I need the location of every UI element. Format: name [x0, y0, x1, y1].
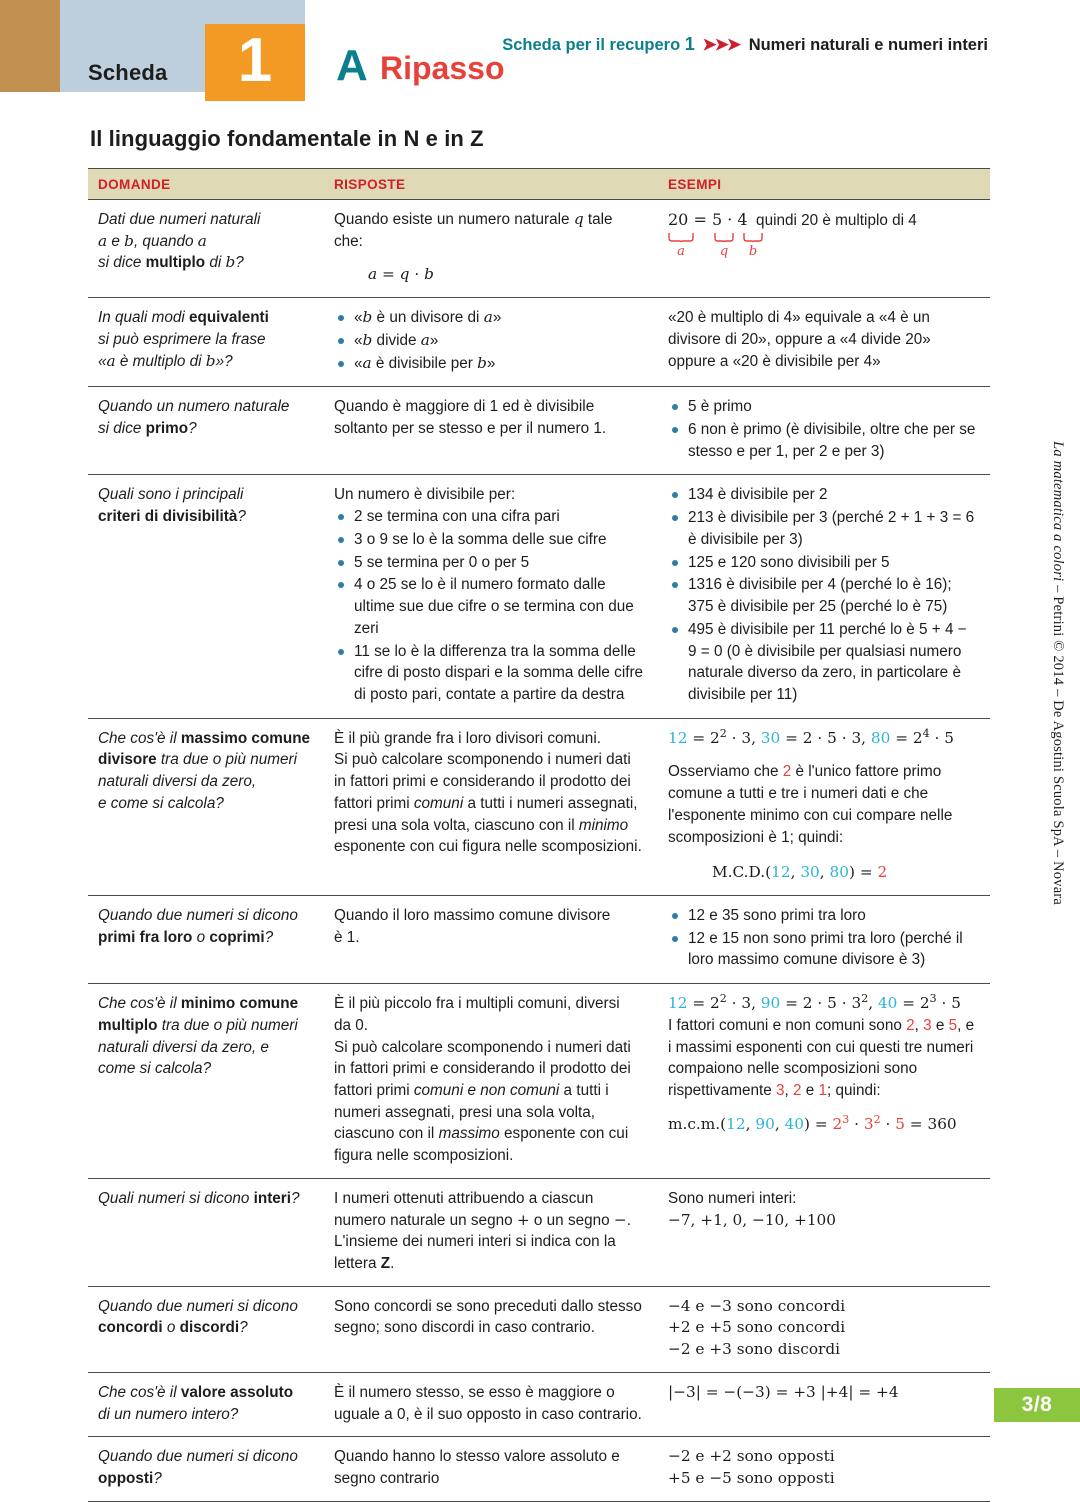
example-cell	[658, 1178, 990, 1286]
list-item: 213 è divisibile per 3 (perché 2 + 1 + 3 = 6 è divisibile per 3)	[668, 507, 976, 550]
question-cell: Dati due numeri naturali a e b, quando a si dice multiplo di b?	[88, 200, 324, 298]
example-cell: 20 = 5 · 4 quindi 20 è multiplo di 4 a q b	[658, 200, 990, 298]
list-item: 3 o 9 se lo è la somma delle sue cifre	[334, 529, 644, 551]
question-cell: Quando due numeri si dicono primi fra loro o coprimi?	[88, 895, 324, 983]
example-line: |−3| = −(−3) = +3 |+4| = +4	[668, 1382, 899, 1401]
tan-decoration-bar	[0, 0, 60, 92]
list-item: 495 è divisibile per 11 perché lo è 5 + 4 − 9 = 0 (0 è divisibile per qualsiasi numero naturale diverso da zero, in particolare è divisibile per 11)	[668, 619, 976, 706]
answer-bullet-list	[334, 506, 644, 705]
example-values: −7, +1, 0, −10, +100	[668, 1210, 837, 1229]
example-bullet-list	[668, 484, 976, 705]
list-item: «b è un divisore di a»	[334, 307, 644, 329]
mcm-result: m.c.m.(12, 90, $40) = 2^3 \cdot 3^2 \cdot 5 = 360$	[668, 1112, 957, 1133]
example-cell: «20 è multiplo di 4» equivale a «4 è un divisore di 20», oppure a «4 divide 20» oppure a «20 è divisibile per 4»	[658, 298, 990, 387]
scheda-number-badge: 1	[205, 24, 305, 101]
answer-cell: Quando hanno lo stesso valore assoluto e segno contrario	[324, 1437, 658, 1501]
recovery-sheet-line	[502, 34, 988, 55]
table-row	[88, 718, 990, 895]
example-bullet-list	[668, 396, 976, 462]
example-line: −2 e +3 sono discordi	[668, 1340, 841, 1359]
list-item: 125 e 120 sono divisibili per 5	[668, 552, 976, 574]
list-item: 12 e 15 non sono primi tra loro (perché il loro massimo comune divisore è 3)	[668, 928, 976, 971]
brace-label-q: q	[719, 243, 729, 259]
table-row	[88, 298, 990, 387]
answer-intro: Un numero è divisibile per:	[334, 486, 516, 504]
question-cell: In quali modi equivalenti si può esprimere la frase «a è multiplo di b»?	[88, 298, 324, 387]
brace-label-b: b	[748, 243, 758, 259]
question-cell: Che cos'è il minimo comune multiplo tra due o più numeri naturali diversi da zero, e come si calcola?	[88, 984, 324, 1179]
list-item: «b divide a»	[334, 330, 644, 352]
section-name: Ripasso	[380, 50, 505, 86]
list-item: «a è divisibile per b»	[334, 353, 644, 375]
mcm-explanation: I fattori comuni e non comuni sono 2, 3 e 5, e i massimi esponenti con cui questi tre numeri compaiono nelle scomposizioni sono rispettivamente 3, 2 e 1; quindi:	[668, 1016, 975, 1099]
table-row	[88, 895, 990, 983]
example-line: +2 e +5 sono concordi	[668, 1318, 846, 1337]
table-row	[88, 387, 990, 475]
recovery-number: 1	[684, 34, 695, 54]
scheda-label: Scheda	[88, 60, 168, 85]
example-line: −2 e +2 sono opposti	[668, 1447, 835, 1466]
answer-bullet-list	[334, 307, 644, 374]
example-cell	[658, 984, 990, 1179]
question-cell: Quando due numeri si dicono concordi o discordi?	[88, 1286, 324, 1372]
chevrons-icon: ➤➤➤	[702, 35, 740, 54]
mcd-result: M.C.D.(12, 30, 80) = 2	[712, 863, 888, 882]
qa-table-wrapper	[88, 168, 990, 1502]
section-letter: A	[336, 41, 368, 90]
table-row	[88, 984, 990, 1179]
answer-cell: È il più grande fra i loro divisori comuni. Si può calcolare scomponendo i numeri dati in fattori primi e considerando il prodotto dei fattori primi comuni a tutti i numeri assegnati, presi una sola volta, ciascuno con il minimo esponente con cui figura nelle scomposizioni.	[324, 718, 658, 895]
question-cell: Che cos'è il valore assoluto di un numero intero?	[88, 1372, 324, 1436]
table-row	[88, 200, 990, 298]
example-cell	[658, 1372, 990, 1436]
copyright-rest: – Petrini © 2014 – De Agostini Scuola SpA – Novara	[1050, 581, 1066, 905]
brace-annotation-group	[668, 233, 976, 263]
answer-cell: Sono concordi se sono preceduti dallo stesso segno; sono discordi in caso contrario.	[324, 1286, 658, 1372]
example-cell	[658, 895, 990, 983]
list-item: 11 se lo è la differenza tra la somma delle cifre di posto dispari e la somma delle cifre di posto pari, contate a partire da destra	[334, 641, 644, 706]
list-item: 134 è divisibile per 2	[668, 484, 976, 506]
column-header-esempi: ESEMPI	[658, 169, 990, 200]
question-cell: Quando due numeri si dicono opposti?	[88, 1437, 324, 1501]
recovery-prefix: Scheda per il recupero	[502, 36, 681, 54]
example-cell	[658, 1286, 990, 1372]
table-row	[88, 1178, 990, 1286]
table-row	[88, 1372, 990, 1436]
qa-table	[88, 168, 990, 1502]
question-cell: Quando un numero naturale si dice primo?	[88, 387, 324, 475]
question-cell: Quali numeri si dicono interi?	[88, 1178, 324, 1286]
example-cell	[658, 718, 990, 895]
brace-b	[743, 233, 763, 261]
list-item: 2 se termina con una cifra pari	[334, 506, 644, 528]
brace-a	[668, 233, 694, 261]
example-cell	[658, 387, 990, 475]
question-cell: Quali sono i principali criteri di divisibilità?	[88, 475, 324, 718]
column-header-domande: DOMANDE	[88, 169, 324, 200]
page-number-badge: 3/8	[994, 1388, 1080, 1422]
mcd-explanation: Osserviamo che 2 è l'unico fattore primo comune a tutti e tre i numeri dati e che l'esponente minimo con cui compare nelle scomposizioni è 1; quindi:	[668, 763, 953, 846]
example-cell	[658, 1437, 990, 1501]
example-bullet-list	[668, 905, 976, 971]
copyright-title: La matematica a colori	[1050, 441, 1066, 582]
list-item: 12 e 35 sono primi tra loro	[668, 905, 976, 927]
mcd-factorization: $12 = 2^2 \cdot 3$, 30 = 2 · 5 · 3, $80 = 2^4 \cdot 5$	[668, 726, 954, 747]
table-header-row	[88, 169, 990, 200]
example-line: −4 e −3 sono concordi	[668, 1296, 846, 1315]
column-header-risposte: RISPOSTE	[324, 169, 658, 200]
answer-cell	[324, 475, 658, 718]
brace-q	[714, 233, 734, 261]
page-header	[0, 0, 1080, 118]
answer-cell: È il numero stesso, se esso è maggiore o uguale a 0, è il suo opposto in caso contrario.	[324, 1372, 658, 1436]
list-item: 4 o 25 se lo è il numero formato dalle ultime sue due cifre o se termina con due zeri	[334, 574, 644, 639]
list-item: 6 non è primo (è divisibile, oltre che per se stesso e per 1, per 2 e per 3)	[668, 419, 976, 462]
list-item: 1316 è divisibile per 4 (perché lo è 16); 375 è divisibile per 25 (perché lo è 75)	[668, 574, 976, 617]
list-item: 5 è primo	[668, 396, 976, 418]
example-line: Sono numeri interi:	[668, 1189, 797, 1207]
example-cell	[658, 475, 990, 718]
example-line: +5 e −5 sono opposti	[668, 1469, 835, 1488]
answer-cell: È il più piccolo fra i multipli comuni, diversi da 0. Si può calcolare scomponendo i numeri dati in fattori primi e considerando il prodotto dei fattori primi comuni e non comuni a tutti i numeri assegnati, presi una sola volta, ciascuno con il massimo esponente con cui figura nelle scomposizioni.	[324, 984, 658, 1179]
page-title: Il linguaggio fondamentale in N e in Z	[90, 126, 484, 151]
table-row	[88, 1437, 990, 1501]
answer-cell	[324, 298, 658, 387]
copyright-notice	[1049, 441, 1066, 905]
recovery-subject: Numeri naturali e numeri interi	[748, 36, 988, 54]
answer-cell: Quando il loro massimo comune divisore è 1.	[324, 895, 658, 983]
mcm-factorization: $12 = 2^2 \cdot 3$, $90 = 2 \cdot 5 \cdot 3^2$, $40 = 2^3 \cdot 5$	[668, 992, 961, 1013]
list-item: 5 se termina per 0 o per 5	[334, 552, 644, 574]
answer-cell: I numeri ottenuti attribuendo a ciascun numero naturale un segno + o un segno −. L'insieme dei numeri interi si indica con la lettera Z.	[324, 1178, 658, 1286]
table-row	[88, 1286, 990, 1372]
brace-label-a: a	[677, 243, 685, 259]
table-row	[88, 475, 990, 718]
answer-cell: Quando esiste un numero naturale q tale che: a = q · b	[324, 200, 658, 298]
answer-cell: Quando è maggiore di 1 ed è divisibile soltanto per se stesso e per il numero 1.	[324, 387, 658, 475]
question-cell: Che cos'è il massimo comune divisore tra due o più numeri naturali diversi da zero, e come si calcola?	[88, 718, 324, 895]
